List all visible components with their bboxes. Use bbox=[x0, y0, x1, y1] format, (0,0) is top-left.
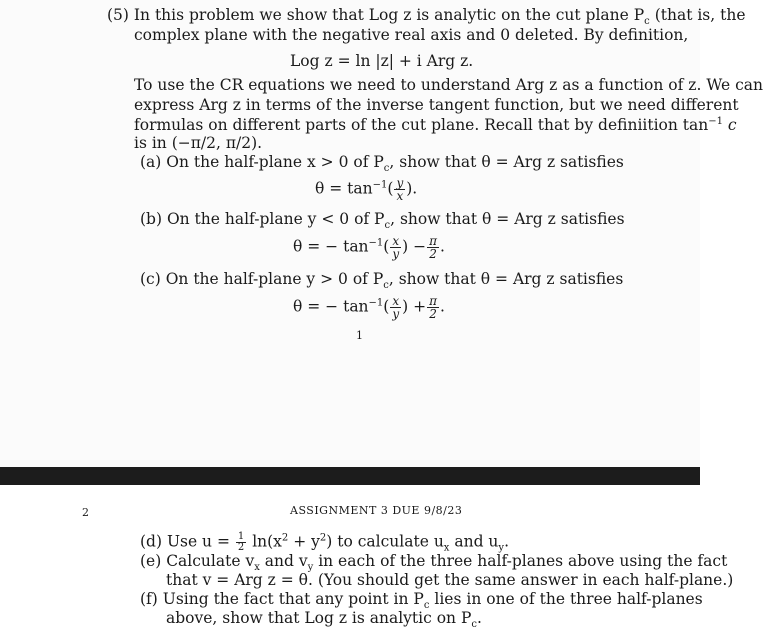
paragraph-line-2: express Arg z in terms of the inverse tangent function, but we need different bbox=[134, 96, 739, 114]
page-2 bbox=[0, 485, 734, 630]
part-e-line-1: (e) Calculate $v_x$ and $v_y$ in each of the three half-planes above using the fact bbox=[140, 552, 728, 574]
part-c-equation: θ = − $\tan^{-1}$( $\frac{x}{y}$ ) + $\frac{\pi}{2}$ . bbox=[293, 294, 445, 321]
part-c-statement: (c) On the half-plane y > 0 of $P_c$, show that θ = Arg z satisfies bbox=[140, 270, 624, 292]
paragraph-line-1: To use the CR equations we need to understand Arg z as a function of z. We can bbox=[134, 76, 763, 94]
problem-intro-line-2: complex plane with the negative real axis and 0 deleted. By definition, bbox=[134, 26, 689, 44]
part-f-line-1: (f) Using the fact that any point in $P_c$ lies in one of the three half-planes bbox=[140, 590, 703, 612]
part-d-statement: (d) Use u = $\frac{1}{2}$ $\ln(x^2 + y^2)$ to calculate $u_x$ and $u_y$. bbox=[140, 531, 510, 554]
log-definition-equation: Log z = ln |z| + i Arg z. bbox=[290, 52, 474, 70]
page-1-number: 1 bbox=[356, 329, 363, 342]
part-a-equation: $\theta = \tan^{-1}$( $\frac{y}{x}$ ). bbox=[315, 176, 418, 203]
page-break-divider bbox=[0, 467, 700, 485]
part-f-line-2: above, show that Log z is analytic on $P_c$. bbox=[166, 609, 482, 630]
paragraph-line-4: is in (−π/2, π/2). bbox=[134, 134, 263, 152]
paragraph-line-3: formulas on different parts of the cut plane. Recall that by definiition $\tan^{-1} c$ bbox=[134, 115, 737, 134]
part-b-equation: θ = − $\tan^{-1}$( $\frac{x}{y}$ ) − $\frac{\pi}{2}$ . bbox=[293, 234, 445, 261]
page-2-number: 2 bbox=[82, 506, 89, 519]
part-e-line-2: that v = Arg z = θ. (You should get the same answer in each half-plane.) bbox=[166, 571, 734, 589]
running-header: ASSIGNMENT 3 DUE 9/8/23 bbox=[290, 504, 463, 517]
problem-intro-line-1: (5) In this problem we show that Log z is analytic on the cut plane $P_c$ (that is, the bbox=[107, 6, 746, 28]
part-a-statement: (a) On the half-plane x > 0 of $P_c$, show that θ = Arg z satisfies bbox=[140, 153, 624, 175]
part-b-statement: (b) On the half-plane y < 0 of $P_c$, show that θ = Arg z satisfies bbox=[140, 210, 625, 232]
